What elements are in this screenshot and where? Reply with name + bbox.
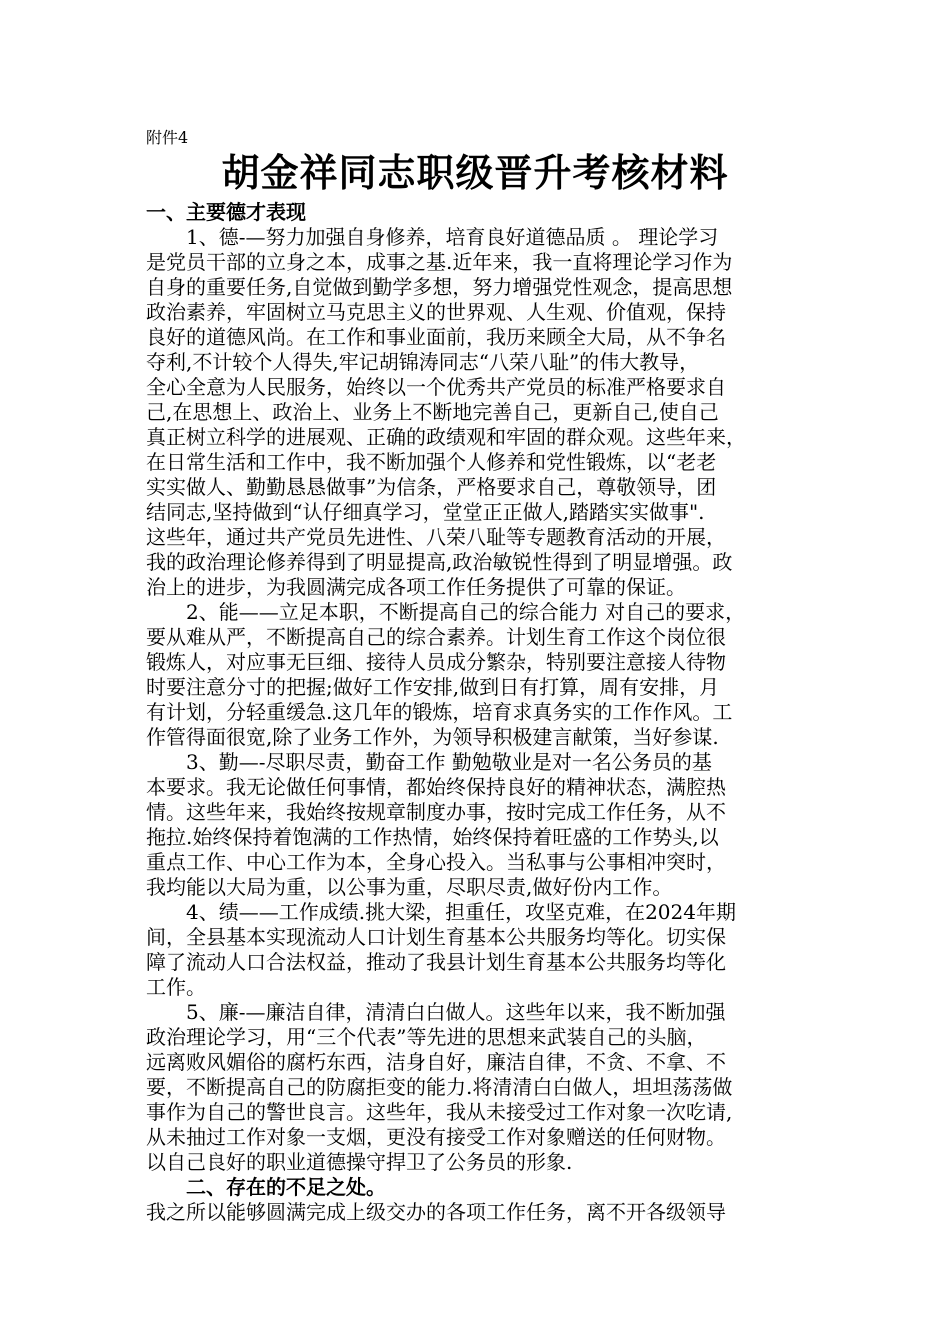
- body-line: 政治素养，牢固树立马克思主义的世界观、人生观、价值观，保持: [146, 300, 726, 324]
- body-line: 作管得面很宽,除了业务工作外，为领导积极建言献策，当好参谋.: [146, 725, 719, 749]
- body-line: 治上的进步，为我圆满完成各项工作任务提供了可靠的保证。: [146, 575, 686, 599]
- body-line: 时要注意分寸的把握;做好工作安排,做到日有打算，周有安排，月: [146, 675, 720, 699]
- document-title: 胡金祥同志职级晋升考核材料: [221, 150, 729, 195]
- body-line: 拖拉.始终保持着饱满的工作热情，始终保持着旺盛的工作势头,以: [146, 825, 719, 849]
- body-line: 我均能以大局为重，以公事为重，尽职尽责,做好份内工作。: [146, 875, 673, 899]
- body-line: 锻炼人，对应事无巨细、接待人员成分繁杂，特别要注意接人待物: [146, 650, 726, 674]
- body-line: 结同志,坚持做到“认仔细真学习，堂堂正正做人,踏踏实实做事".: [146, 500, 705, 524]
- body-line: 要，不断提高自己的防腐拒变的能力.将清清白白做人，坦坦荡荡做: [146, 1075, 733, 1099]
- paragraph-start-line: 4、绩——工作成绩.挑大梁，担重任，攻坚克难，在2024年期: [186, 900, 736, 924]
- body-line: 这些年，通过共产党员先进性、八荣八耻等专题教育活动的开展，: [146, 525, 726, 549]
- body-line: 良好的道德风尚。在工作和事业面前，我历来顾全大局，从不争名: [146, 325, 726, 349]
- body-line: 己,在思想上、政治上、业务上不断地完善自己，更新自己,使自己: [146, 400, 719, 424]
- body-line: 自身的重要任务,自觉做到勤学多想，努力增强党性观念，提高思想: [146, 275, 733, 299]
- body-line: 真正树立科学的进展观、正确的政绩观和牢固的群众观。这些年来，: [146, 425, 746, 449]
- paragraph-start-line: 1、德-—努力加强自身修养，培育良好道德品质 。 理论学习: [186, 225, 719, 249]
- body-line: 以自己良好的职业道德操守捍卫了公务员的形象.: [146, 1150, 573, 1174]
- body-line: 要从难从严，不断提高自己的综合素养。计划生育工作这个岗位很: [146, 625, 726, 649]
- body-line: 从未抽过工作对象一支烟，更没有接受工作对象赠送的任何财物。: [146, 1125, 726, 1149]
- body-line: 工作。: [146, 975, 206, 999]
- body-line: 在日常生活和工作中，我不断加强个人修养和党性锻炼，以“老老: [146, 450, 717, 474]
- paragraph-start-line: 2、能——立足本职，不断提高自己的综合能力 对自己的要求，: [186, 600, 746, 624]
- body-line: 事作为自己的警世良言。这些年，我从未接受过工作对象一次吃请,: [146, 1100, 733, 1124]
- body-line: 有计划，分轻重缓急.这几年的锻炼，培育求真务实的工作作风。工: [146, 700, 733, 724]
- document-body: [146, 200, 814, 1225]
- body-line: 重点工作、中心工作为本，全身心投入。当私事与公事相冲突时，: [146, 850, 726, 874]
- body-line: 情。这些年来，我始终按规章制度办事，按时完成工作任务，从不: [146, 800, 726, 824]
- section-heading: 一、主要德才表现: [146, 200, 306, 224]
- paragraph-start-line: 5、廉-—廉洁自律，清清白白做人。这些年以来，我不断加强: [186, 1000, 726, 1024]
- paragraph-start-line: 3、勤—-尽职尽责，勤奋工作 勤勉敬业是对一名公务员的基: [186, 750, 712, 774]
- body-line: 是党员干部的立身之本，成事之基.近年来，我一直将理论学习作为: [146, 250, 733, 274]
- body-line: 间，全县基本实现流动人口计划生育基本公共服务均等化。切实保: [146, 925, 726, 949]
- body-line: 夺利,不计较个人得失,牢记胡锦涛同志“八荣八耻”的伟大教导，: [146, 350, 700, 374]
- section-heading: 二、存在的不足之处。: [186, 1175, 386, 1199]
- body-line: 障了流动人口合法权益，推动了我县计划生育基本公共服务均等化: [146, 950, 726, 974]
- body-line: 远离败风媚俗的腐朽东西，洁身自好，廉洁自律，不贪、不拿、不: [146, 1050, 726, 1074]
- attachment-label: 附件4: [146, 128, 189, 147]
- body-line: 本要求。我无论做任何事情，都始终保持良好的精神状态，满腔热: [146, 775, 726, 799]
- body-line: 我之所以能够圆满完成上级交办的各项工作任务，离不开各级领导: [146, 1200, 726, 1224]
- body-line: 全心全意为人民服务，始终以一个优秀共产党员的标准严格要求自: [146, 375, 726, 399]
- body-line: 政治理论学习，用“三个代表”等先进的思想来武装自己的头脑，: [146, 1025, 707, 1049]
- body-line: 我的政治理论修养得到了明显提高,政治敏锐性得到了明显增强。政: [146, 550, 733, 574]
- body-line: 实实做人、勤勤恳恳做事”为信条，严格要求自己，尊敬领导，团: [146, 475, 717, 499]
